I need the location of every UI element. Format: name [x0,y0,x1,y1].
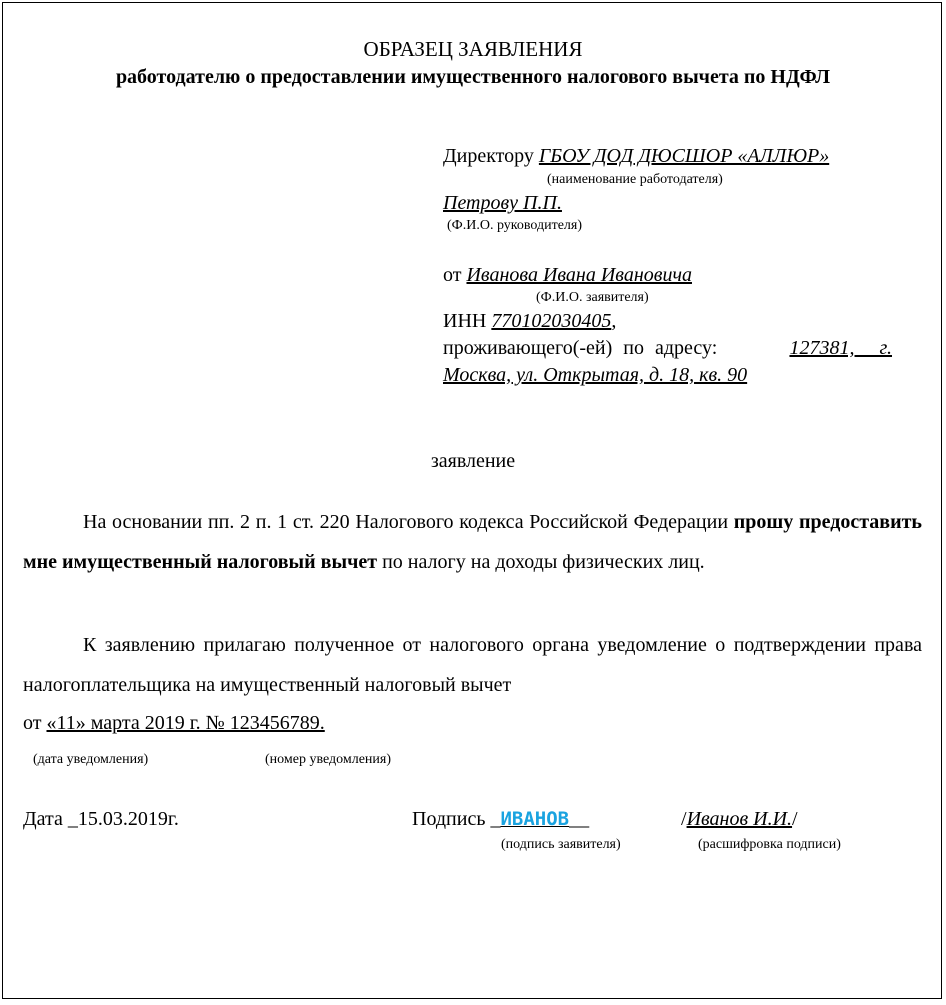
document-subtitle: работодателю о предоставлении имущественного налогового вычета по НДФЛ [115,66,831,88]
p2-text: К заявлению прилагаю полученное от налогового органа уведомление о подтверждении права налогоплательщика на имущественный налоговый вычет [23,634,922,696]
director-line [443,145,829,168]
employer-hint: (наименование работодателя) [547,172,723,187]
p1-request: прошу предоставить мне имущественный налоговый вычет [23,511,923,573]
director-prefix: Директору [443,145,534,167]
address-part-1: 127381, г. [789,337,892,359]
applicant-hint: (Ф.И.О. заявителя) [536,290,649,305]
p2-from: от [23,712,42,734]
notification-line [23,712,325,735]
address-prefix: проживающего(-ей) по адресу: [443,337,718,359]
inn-line [443,310,616,333]
date-line [23,808,179,831]
p1-start: На основании пп. 2 п. 1 ст. 220 Налогового кодекса Российской Федерации [83,511,729,533]
head-hint: (Ф.И.О. руководителя) [447,218,582,233]
signature-label: Подпись [412,808,486,830]
applicant-name: Иванова Ивана Ивановича [466,264,692,286]
decode-value: Иванов И.И. [686,808,793,830]
p1-end: по налогу на доходы физических лиц. [382,551,705,573]
head-name: Петрову П.П. [443,192,562,214]
signature-hint: (подпись заявителя) [501,837,621,852]
employer-name: ГБОУ ДОД ДЮСШОР «АЛЛЮР» [538,145,830,167]
paragraph-2 [23,625,922,705]
address-line-1 [443,337,892,360]
signature-line [412,808,589,831]
applicant-line [443,264,692,287]
paragraph-1 [23,502,922,582]
decode-open: / [681,808,687,830]
inn-comma: , [611,310,617,332]
date-value: _15.03.2019г. [67,808,179,830]
statement-heading: заявление [430,450,516,472]
date-label: Дата [23,808,63,830]
signature-post: __ [569,808,590,830]
signature-pre: _ [490,808,501,830]
date-hint: (дата уведомления) [33,752,149,767]
inn-prefix: ИНН [443,310,487,332]
inn-value: 770102030405 [491,310,612,332]
address-part-2: Москва, ул. Открытая, д. 18, кв. 90 [443,364,748,386]
document-title: ОБРАЗЕЦ ЗАЯВЛЕНИЯ [363,37,583,61]
signature-value: ИВАНОВ [500,808,570,830]
from-prefix: от [443,264,462,286]
decode-line [681,808,798,831]
decode-close: / [792,808,798,830]
decode-hint: (расшифровка подписи) [698,837,841,852]
notification-date-number: «11» марта 2019 г. № 123456789. [46,712,325,734]
number-hint: (номер уведомления) [265,752,392,767]
